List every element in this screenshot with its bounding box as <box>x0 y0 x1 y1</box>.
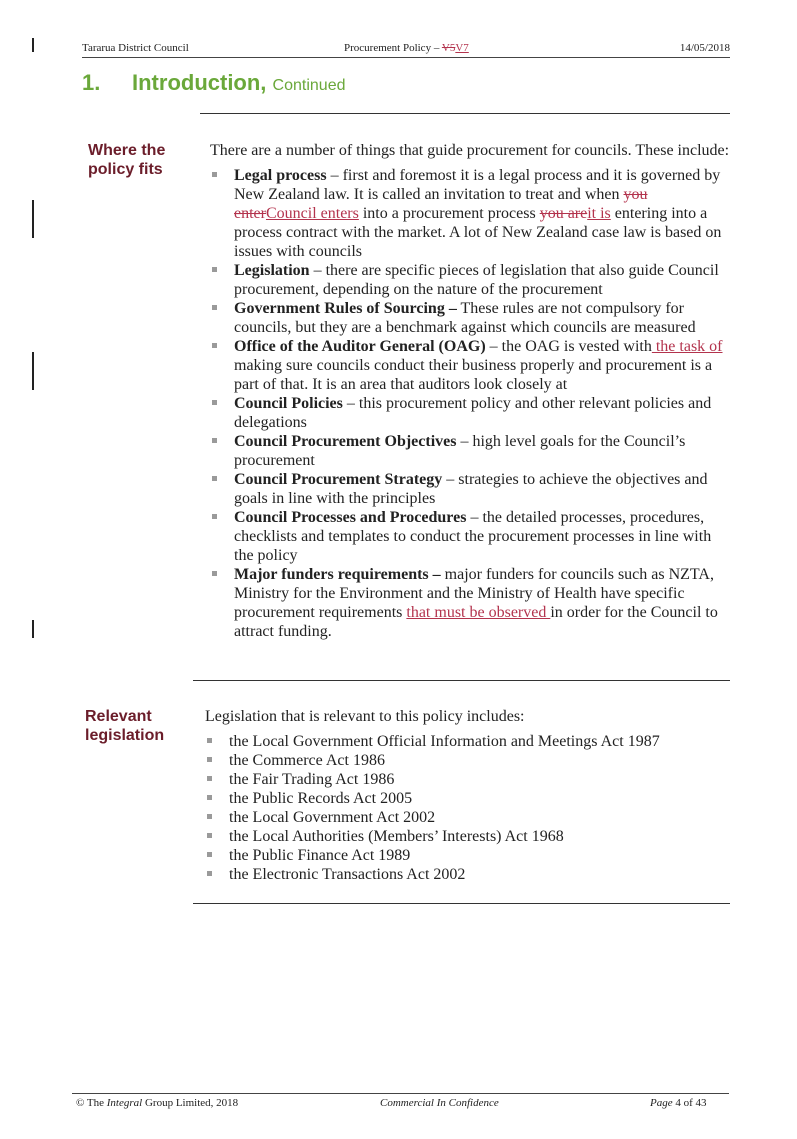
item-text: – this procurement policy and other relevant policies and delegations <box>234 395 712 431</box>
list-item-act: the Commerce Act 1986 <box>205 751 725 770</box>
footer-copy-prefix: © The <box>76 1097 107 1109</box>
list-item-act: the Public Finance Act 1989 <box>205 846 725 865</box>
item-term: Major funders requirements – <box>234 566 441 583</box>
list-item-strategy <box>210 470 730 508</box>
list-item-legal-process <box>210 166 730 261</box>
section-heading-policy-fits: Where the policy fits <box>88 142 166 178</box>
list-item-processes <box>210 508 730 565</box>
section-relevant-legislation <box>205 707 725 884</box>
item-text: – first and foremost it is a legal process and it is governed by New Zealand law. It is called an invitation to treat and when <box>234 167 721 203</box>
list-item-council-policies <box>210 394 730 432</box>
list-item-act: the Local Government Official Information and Meetings Act 1987 <box>205 732 725 751</box>
deleted-text: you are <box>539 205 588 222</box>
item-text: making sure councils conduct their business properly and procurement is a part of that. It is an area that auditors look closely at <box>234 357 713 393</box>
policy-fits-list <box>210 166 730 641</box>
chapter-title-text: Introduction, <box>132 70 267 95</box>
item-text: entering into a process contract with the market. A lot of New Zealand case law is based on issues with councils <box>234 205 722 260</box>
list-item-government-rules <box>210 299 730 337</box>
item-text: major funders for councils such as NZTA, Ministry for the Environment and the Ministry of Health have specific procurement requirements <box>234 566 714 621</box>
item-text: into a procurement process <box>358 205 540 222</box>
list-item-act: the Local Authorities (Members’ Interests) Act 1968 <box>205 827 725 846</box>
list-item-oag <box>210 337 730 394</box>
change-bar <box>32 200 34 238</box>
page-header <box>82 42 730 58</box>
section-heading-relevant-legislation: Relevant legislation <box>85 708 165 744</box>
section-policy-fits <box>210 141 730 641</box>
header-deleted-version: V5 <box>441 42 456 54</box>
legislation-list <box>205 732 725 884</box>
list-item-act: the Local Government Act 2002 <box>205 808 725 827</box>
relevant-legislation-intro: Legislation that is relevant to this policy includes: <box>205 708 525 725</box>
list-item-act: the Fair Trading Act 1986 <box>205 770 725 789</box>
change-bar <box>32 352 34 390</box>
item-term: Council Procurement Strategy <box>234 471 443 488</box>
item-term: Legislation <box>234 262 310 279</box>
list-item-act: the Electronic Transactions Act 2002 <box>205 865 725 884</box>
item-term: Council Policies <box>234 395 343 412</box>
inserted-text: that must be observed <box>406 604 551 621</box>
change-bar <box>32 620 34 638</box>
item-text: – strategies to achieve the objectives and goals in line with the principles <box>234 471 708 507</box>
header-org: Tararua District Council <box>82 42 189 54</box>
chapter-title <box>82 70 346 96</box>
item-text: – the OAG is vested with <box>485 338 652 355</box>
header-doc-prefix: Procurement Policy – <box>344 42 442 54</box>
chapter-number: 1. <box>82 70 101 95</box>
inserted-text: the task of <box>651 338 723 355</box>
item-text: – the detailed processes, procedures, checklists and templates to conduct the procurement processes in line with the policy <box>234 509 712 564</box>
item-text: These rules are not compulsory for councils, but they are a benchmark against which councils are measured <box>234 300 696 336</box>
item-term: Council Procurement Objectives <box>234 433 457 450</box>
item-text: in order for the Council to attract funding. <box>234 604 718 640</box>
inserted-text: it is <box>587 205 611 222</box>
change-bar <box>32 38 34 52</box>
list-item-funders <box>210 565 730 641</box>
header-document-title <box>344 42 469 54</box>
footer-page-number <box>650 1097 707 1109</box>
footer-company-name: Integral <box>106 1097 143 1109</box>
policy-fits-intro: There are a number of things that guide procurement for councils. These include: <box>210 142 730 159</box>
header-date: 14/05/2018 <box>679 42 730 54</box>
list-item-act: the Public Records Act 2005 <box>205 789 725 808</box>
footer-copy-suffix: Group Limited, 2018 <box>142 1097 239 1109</box>
header-inserted-version: V7 <box>455 42 469 54</box>
item-term: Office of the Auditor General (OAG) <box>234 338 486 355</box>
item-term: Government Rules of Sourcing – <box>234 300 457 317</box>
list-item-legislation <box>210 261 730 299</box>
footer-confidential: Commercial In Confidence <box>380 1097 499 1109</box>
deleted-text: you enter <box>234 186 648 222</box>
item-term: Legal process <box>234 167 327 184</box>
footer-copyright <box>76 1097 238 1109</box>
inserted-text: Council enters <box>265 205 359 222</box>
divider-middle <box>193 680 730 681</box>
chapter-continued: Continued <box>272 77 346 94</box>
item-term: Council Processes and Procedures <box>234 509 467 526</box>
divider-top <box>200 113 730 114</box>
footer-page-count: 4 of 43 <box>672 1097 707 1109</box>
item-text: – high level goals for the Council’s procurement <box>234 433 686 469</box>
footer-page-word: Page <box>650 1097 673 1109</box>
item-text: – there are specific pieces of legislation that also guide Council procurement, depending on the nature of the procurement <box>234 262 719 298</box>
footer-rule <box>72 1093 729 1094</box>
list-item-objectives <box>210 432 730 470</box>
divider-bottom <box>193 903 730 904</box>
